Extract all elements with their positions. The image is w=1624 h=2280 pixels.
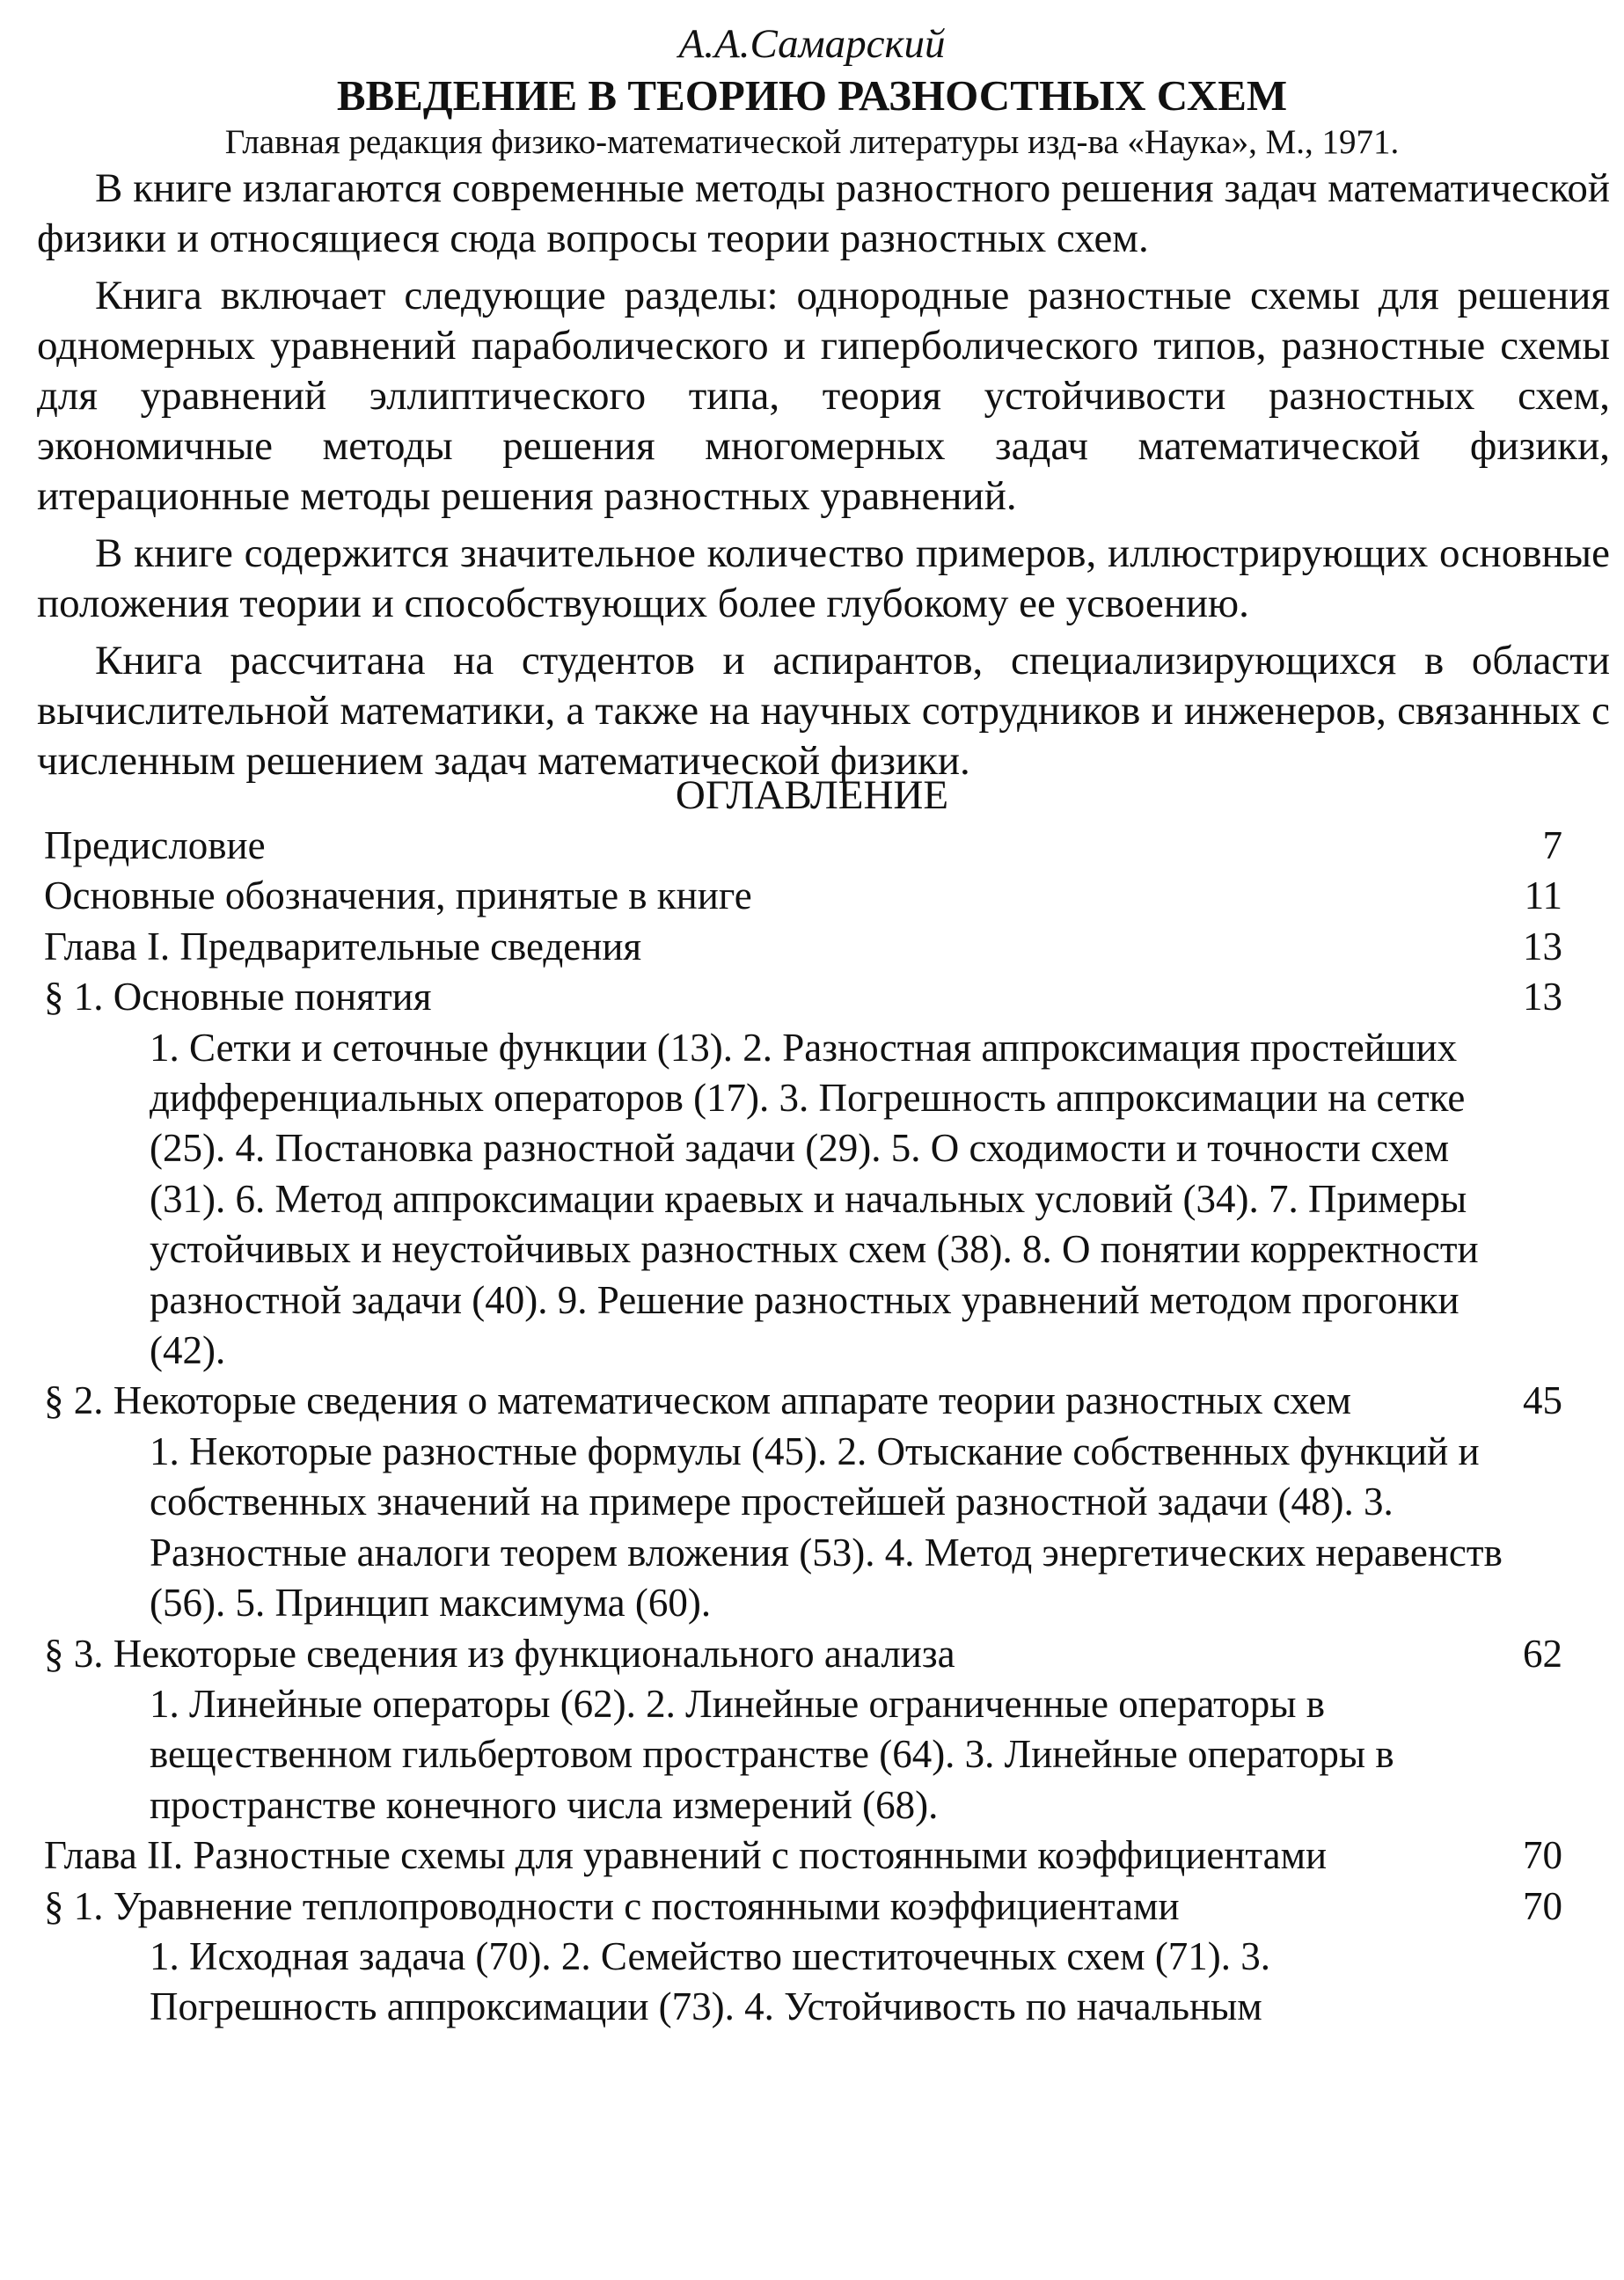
toc-entry bbox=[0, 871, 1624, 921]
abstract-paragraph: В книге излагаются современные методы разностного решения задач математической физики и относящиеся сюда вопросы теории разностных схем. bbox=[37, 165, 1610, 261]
toc-entry-subtopics: 1. Исходная задача (70). 2. Семейство шеститочечных схем (71). 3. Погрешность аппроксимации (73). 4. Устойчивость по начальным bbox=[150, 1933, 1271, 2029]
toc-heading: ОГЛАВЛЕНИЕ bbox=[675, 772, 949, 818]
toc-page-number: 45 bbox=[1523, 1378, 1562, 1423]
toc-entry bbox=[0, 1376, 1624, 1628]
toc-page-number: 11 bbox=[1524, 873, 1562, 918]
toc-entry bbox=[0, 821, 1624, 871]
toc-entry-title: Основные обозначения, принятые в книге bbox=[44, 873, 752, 918]
publisher-line: Главная редакция физико-математической литературы изд-ва «Наука», М., 1971. bbox=[224, 123, 1400, 161]
toc-entry bbox=[0, 1629, 1624, 1831]
book-abstract bbox=[37, 164, 1610, 793]
toc-page-number: 7 bbox=[1542, 823, 1562, 867]
toc-entry-title: § 2. Некоторые сведения о математическом аппарате теории разностных схем bbox=[44, 1378, 1351, 1423]
toc-entry bbox=[0, 1882, 1624, 2033]
toc-page-number: 70 bbox=[1523, 1883, 1562, 1928]
toc-page-number: 13 bbox=[1523, 924, 1562, 968]
abstract-paragraph: В книге содержится значительное количество примеров, иллюстрирующих основные положения теории и способствующих более глубокому ее усвоению. bbox=[37, 530, 1610, 626]
abstract-paragraph: Книга включает следующие разделы: однородные разностные схемы для решения одномерных уравнений параболического и гиперболического типов, разностные схемы для уравнений эллиптического типа, теория устойчивости разностных схем, экономичные методы решения многомерных задач математической физики, итерационные методы решения разностных уравнений. bbox=[37, 273, 1610, 519]
toc-entry-subtopics: 1. Линейные операторы (62). 2. Линейные ограниченные операторы в вещественном гильбертовом пространстве (64). 3. Линейные операторы в пространстве конечного числа измерений (68). bbox=[150, 1681, 1394, 1827]
toc-entry bbox=[0, 972, 1624, 1376]
toc-page-number: 13 bbox=[1523, 975, 1562, 1019]
toc-entry-subtopics: 1. Некоторые разностные формулы (45). 2. Отыскание собственных функций и собственных значений на примере простейшей разностной задачи (48). 3. Разностные аналоги теорем вложения (53). 4. Метод энергетических неравенств (56). 5. Принцип максимума (60). bbox=[150, 1429, 1503, 1626]
toc-entry-title: § 3. Некоторые сведения из функционального анализа bbox=[44, 1631, 955, 1676]
toc-page-number: 62 bbox=[1523, 1631, 1562, 1676]
book-title: ВВЕДЕНИЕ В ТЕОРИЮ РАЗНОСТНЫХ СХЕМ bbox=[336, 71, 1288, 120]
table-of-contents bbox=[0, 821, 1624, 2033]
toc-entry-title: Глава I. Предварительные сведения bbox=[44, 924, 642, 968]
toc-entry bbox=[0, 922, 1624, 972]
toc-entry-title: § 1. Основные понятия bbox=[44, 975, 432, 1019]
toc-entry-subtopics: 1. Сетки и сеточные функции (13). 2. Разностная аппроксимация простейших дифференциальных операторов (17). 3. Погрешность аппроксимации на сетке (25). 4. Постановка разностной задачи (29). 5. О сходимости и точности схем (31). 6. Метод аппроксимации краевых и начальных условий (34). 7. Примеры устойчивых и неустойчивых разностных схем (38). 8. О понятии корректности разностной задачи (40). 9. Решение разностных уравнений методом прогонки (42). bbox=[150, 1025, 1479, 1373]
toc-entry-title: § 1. Уравнение теплопроводности с постоянными коэффициентами bbox=[44, 1883, 1180, 1928]
toc-entry bbox=[0, 1831, 1624, 1881]
abstract-paragraph: Книга рассчитана на студентов и аспирантов, специализирующихся в области вычислительной математики, а также на научных сотрудников и инженеров, связанных с численным решением задач математической физики. bbox=[37, 638, 1610, 784]
toc-entry-title: Предисловие bbox=[44, 823, 266, 867]
toc-entry-title: Глава II. Разностные схемы для уравнений с постоянными коэффициентами bbox=[44, 1833, 1328, 1878]
toc-page-number: 70 bbox=[1523, 1833, 1562, 1878]
book-author: А.А.Самарский bbox=[678, 21, 946, 67]
